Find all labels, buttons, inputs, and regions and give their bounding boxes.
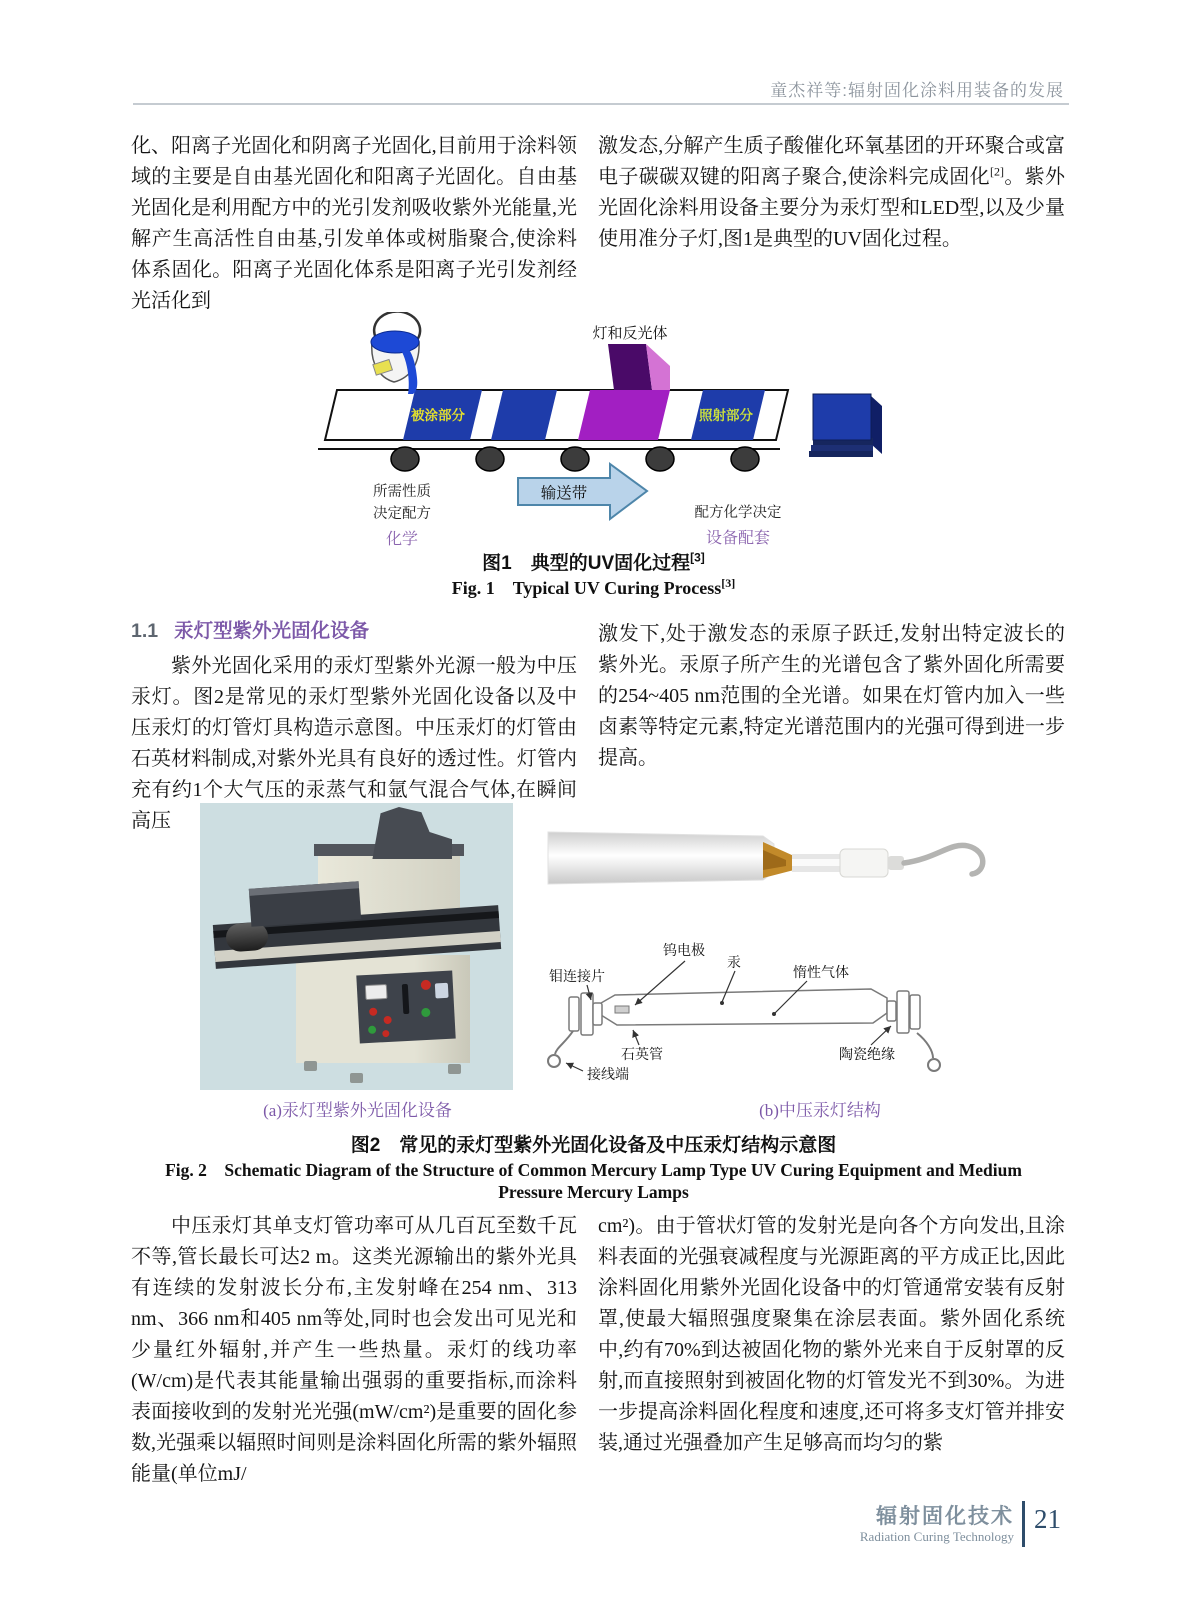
lamp-front bbox=[608, 344, 652, 390]
figure1-caption-zh: 图1 典型的UV固化过程[3] bbox=[482, 550, 705, 574]
label-ceramic: 陶瓷绝缘 bbox=[839, 1048, 895, 1063]
panel-button-green bbox=[421, 1008, 430, 1017]
ceramic-connector-photo bbox=[840, 849, 888, 877]
figure2a-subcaption: (a)汞灯型紫外光固化设备 bbox=[263, 1101, 452, 1120]
figure2-caption-zh: 图2 常见的汞灯型紫外光固化设备及中压汞灯结构示意图 bbox=[350, 1135, 837, 1156]
panel-button-red bbox=[421, 980, 432, 991]
panel-button-green bbox=[368, 1026, 376, 1034]
lamp-wire-photo bbox=[904, 845, 983, 874]
section-heading-1-1 bbox=[131, 615, 369, 643]
section-right-column bbox=[598, 619, 1065, 774]
fig1-label-left3: 化学 bbox=[385, 531, 419, 548]
left-wire bbox=[555, 1031, 573, 1054]
right-terminal-ring bbox=[928, 1059, 940, 1071]
intro-left-column bbox=[131, 131, 577, 317]
label-inert-gas: 惰性气体 bbox=[793, 966, 849, 981]
figure1-caption-en: Fig. 1 Typical UV Curing Process[3] bbox=[451, 576, 736, 598]
section-title: 汞灯型紫外光固化设备 bbox=[174, 620, 370, 642]
quartz-tube bbox=[601, 989, 887, 1025]
body2-right-paragraph: cm²)。由于管状灯管的发射光是向各个方向发出,且涂料表面的光强衰减程度与光源距离的平方成正比,因此涂料固化用紫外光固化设备中的灯管通常安装有反射罩,使最大辐照强度聚集在涂层表面。紫外固化系统中,约有70%到达被固化物的紫外光来自于反射罩的反射,而直接照射到被固化物的灯管发光不到30%。为进一步提高涂料固化程度和速度,还可将多支灯管并排安装,通过光强叠加产生足够高而均匀的紫 bbox=[598, 1215, 1065, 1454]
fig1-label-left2: 决定配方 bbox=[373, 506, 431, 522]
intro-right-column bbox=[598, 131, 1065, 255]
label-terminal: 接线端 bbox=[587, 1068, 629, 1083]
intro-left-paragraph: 化、阳离子光固化和阴离子光固化,目前用于涂料领域的主要是自由基光固化和阳离子光固化。自由基光固化是利用配方中的光引发剂吸收紫外光能量,光解产生高活性自由基,引发单体或树脂聚合,使涂料体系固化。阳离子光固化体系是阳离子光引发剂经光活化到 bbox=[131, 135, 577, 312]
panel-meter bbox=[365, 984, 388, 1000]
paint-bucket bbox=[371, 312, 420, 394]
rollers bbox=[391, 447, 759, 471]
right-wire bbox=[917, 1033, 933, 1058]
left-terminal-ring bbox=[548, 1055, 560, 1067]
figure2a-equipment-photo bbox=[200, 803, 513, 1090]
panel-button-red bbox=[383, 1016, 391, 1024]
panel-button-red bbox=[369, 1008, 377, 1016]
figure2-caption-en-line1: Fig. 2 Schematic Diagram of the Structure of Common Mercury Lamp Type UV Curing Equipment and Medium bbox=[165, 1160, 1022, 1180]
leader-terminal bbox=[566, 1063, 583, 1071]
page-number: 21 bbox=[1034, 1504, 1061, 1534]
fig1-label-conveyor: 输送带 bbox=[540, 485, 588, 502]
leader-ceramic bbox=[871, 1026, 891, 1045]
body2-left-paragraph: 中压汞灯其单支灯管功率可从几百瓦至数千瓦不等,管长最长可达2 m。这类光源输出的紫外光具有连续的发射波长分布,主发射峰在254 nm、313 nm、366 nm和405 nm等处,同时也会发出可见光和少量红外辐射,并产生一些热量。汞灯的线功率(W/cm)是代表其能量输出强弱的重要指标,而涂料表面接收到的发射光光强(mW/cm²)是重要的固化参数,光强乘以辐照时间则是涂料固化所需的紫外辐照能量(单位mJ/ bbox=[131, 1215, 577, 1485]
reference-3: [3] bbox=[690, 550, 705, 565]
machine-foot bbox=[448, 1064, 461, 1074]
panel-display bbox=[435, 983, 449, 999]
label-tungsten: 钨电极 bbox=[663, 944, 705, 959]
figure2b-lamp-diagram bbox=[535, 903, 1005, 1085]
header-rule bbox=[133, 103, 1069, 105]
figure1-uv-curing-diagram bbox=[280, 312, 920, 550]
leader-quartz bbox=[633, 1030, 639, 1045]
inert-gas-dot bbox=[772, 1012, 776, 1016]
fig1-label-left1: 所需性质 bbox=[373, 484, 431, 500]
label-quartz: 石英管 bbox=[621, 1048, 663, 1063]
machine-foot bbox=[304, 1061, 317, 1071]
journal-name-en: Radiation Curing Technology bbox=[859, 1529, 1014, 1544]
intro-right-paragraph: 激发态,分解产生质子酸催化环氧基团的开环聚合或富电子碳碳双键的阳离子聚合,使涂料完成固化[2]。紫外光固化涂料用设备主要分为汞灯型和LED型,以及少量使用准分子灯,图1是典型的UV固化过程。 bbox=[598, 135, 1066, 250]
machine-lamp-unit bbox=[249, 881, 361, 927]
fig1-label-right1: 配方化学决定 bbox=[694, 505, 782, 521]
reference-3-en: [3] bbox=[721, 576, 736, 590]
lamp-base bbox=[578, 390, 670, 440]
machine-foot bbox=[350, 1073, 363, 1083]
figure2b-lamp-photo bbox=[538, 812, 1000, 900]
fig1-label-coated: 被涂部分 bbox=[411, 408, 465, 423]
section-number: 1.1 bbox=[131, 620, 159, 642]
quartz-tube-photo bbox=[548, 832, 774, 884]
journal-name-zh: 辐射固化技术 bbox=[876, 1505, 1014, 1528]
machine-roller bbox=[225, 922, 269, 953]
figure2-caption-en-line2: Pressure Mercury Lamps bbox=[498, 1182, 689, 1202]
tungsten-electrode bbox=[615, 1006, 629, 1013]
machine-control-panel bbox=[356, 971, 455, 1044]
section-right-paragraph: 激发下,处于激发态的汞原子跃迁,发射出特定波长的紫外光。汞原子所产生的光谱包含了紫外固化所需要的254~405 nm范围的全光谱。如果在灯管内加入一些卤素等特定元素,特定光谱范围内的光强可得到进一步提高。 bbox=[598, 623, 1065, 769]
figure2b-subcaption: (b)中压汞灯结构 bbox=[759, 1101, 881, 1120]
label-moly: 钼连接片 bbox=[549, 970, 605, 985]
footer-divider bbox=[1022, 1501, 1025, 1547]
finished-stack bbox=[809, 394, 882, 457]
running-title: 童杰祥等:辐射固化涂料用装备的发展 bbox=[770, 81, 1064, 100]
figure1-svg bbox=[280, 312, 920, 550]
mercury-dot bbox=[720, 1001, 724, 1005]
body2-right-column bbox=[598, 1211, 1065, 1459]
left-end-cap bbox=[569, 993, 602, 1035]
right-end-cap bbox=[887, 991, 920, 1033]
fig1-label-irradiated: 照射部分 bbox=[699, 408, 753, 423]
reference-2: [2] bbox=[989, 164, 1004, 179]
body2-left-column bbox=[131, 1211, 577, 1490]
section-left-paragraph: 紫外光固化采用的汞灯型紫外光源一般为中压汞灯。图2是常见的汞灯型紫外光固化设备以及中压汞灯的灯管灯具构造示意图。中压汞灯的灯管由石英材料制成,对紫外光具有良好的透过性。灯管内充有约1个大气压的汞蒸气和氩气混合气体,在瞬间高压 bbox=[131, 655, 577, 832]
lamp-photo-svg bbox=[538, 812, 1000, 900]
tube-stem-core bbox=[792, 859, 842, 866]
label-mercury: 汞 bbox=[727, 956, 741, 971]
fig1-label-lamp: 灯和反光体 bbox=[592, 326, 668, 342]
panel-slot bbox=[402, 984, 410, 1014]
lamp-diagram-svg bbox=[535, 903, 1005, 1085]
panel-button-red bbox=[382, 1030, 389, 1037]
fig1-label-right2: 设备配套 bbox=[705, 530, 771, 547]
